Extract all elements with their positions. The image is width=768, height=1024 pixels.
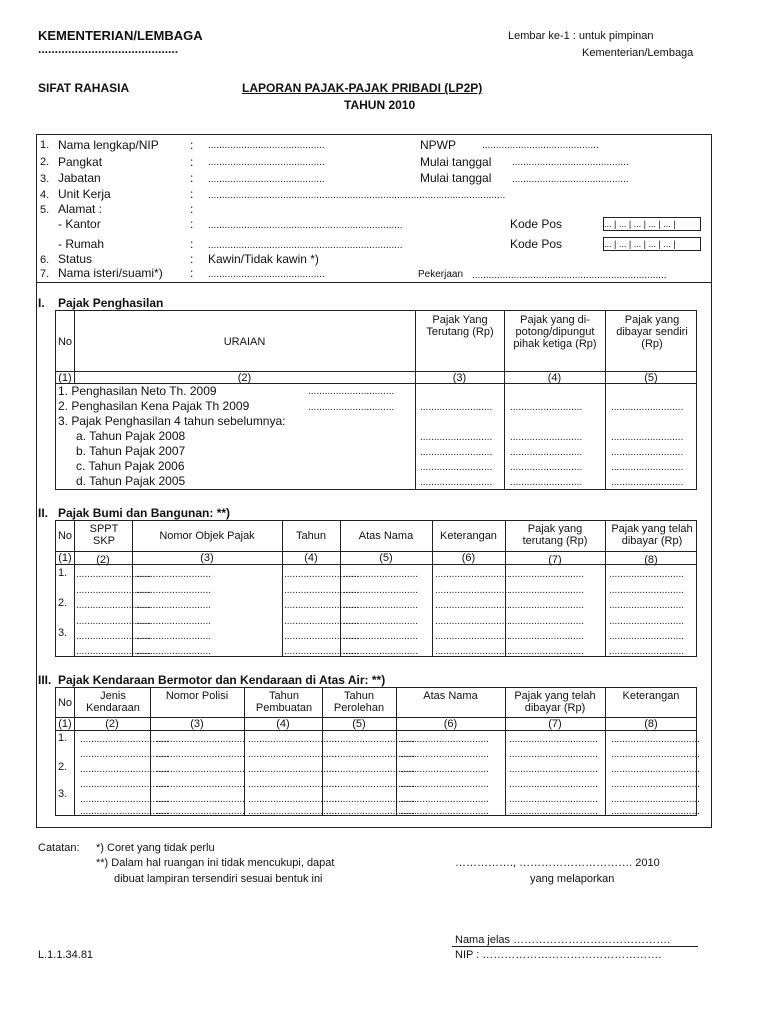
table-cell-dots[interactable]: ................................ [156, 764, 245, 775]
col-header: URAIAN [223, 336, 266, 348]
rank-field-dots[interactable]: .......................................... [208, 157, 325, 168]
status-value[interactable]: Kawin/Tidak kawin *) [208, 252, 319, 266]
table-cell-dots[interactable]: ................................ [156, 749, 245, 760]
col-header: Jenis Kendaraan [86, 690, 140, 714]
table-cell-dots[interactable]: ................................ [509, 734, 598, 745]
table-cell-dots[interactable]: ........................... [609, 585, 685, 596]
row-number: 7. [40, 268, 50, 280]
income-item: c. Tahun Pajak 2006 [76, 459, 185, 473]
col-number: (6) [461, 552, 476, 564]
table-cell-dots[interactable]: ................................ [611, 749, 700, 760]
field-label-spouse: Nama isteri/suami*) [58, 266, 163, 280]
field-colon: : [190, 187, 194, 201]
postal-code-label: Kode Pos [510, 217, 563, 231]
income-cell-dots[interactable]: .......................... [611, 477, 684, 488]
income-cell-dots[interactable]: .......................... [611, 402, 684, 413]
neto-value-dots[interactable]: ............................... [308, 386, 395, 397]
sheet-line-1: Lembar ke-1 : untuk pimpinan [508, 30, 654, 42]
row-number: 6. [40, 254, 50, 266]
table-cell-dots[interactable]: ................................ [509, 794, 598, 805]
col-number: (8) [644, 718, 658, 730]
table-cell-dots[interactable]: ................................ [400, 749, 489, 760]
table-cell-dots[interactable]: ........................... [284, 616, 360, 627]
section-title: Pajak Penghasilan [58, 296, 164, 310]
col-number: (8) [644, 554, 658, 566]
page-title: LAPORAN PAJAK-PAJAK PRIBADI (LP2P) [242, 81, 483, 95]
table-cell-dots[interactable]: ........................... [343, 600, 419, 611]
table-cell-dots[interactable]: ........................... [509, 646, 585, 657]
table-cell-dots[interactable]: ........................... [136, 646, 212, 657]
office-postal-code-boxes[interactable]: ... | ... | ... | ... | ... | [603, 217, 701, 231]
income-cell-dots[interactable]: .......................... [510, 447, 583, 458]
row-number: 3. [40, 173, 50, 185]
table-cell-dots[interactable]: ........................... [136, 631, 212, 642]
table-cell-dots[interactable]: ........................... [136, 600, 212, 611]
table-cell-dots[interactable]: ........................... [76, 646, 152, 657]
income-cell-dots[interactable]: .......................... [510, 432, 583, 443]
col-header: No [57, 336, 73, 348]
table-cell-dots[interactable]: ................................ [400, 806, 489, 817]
income-item: 1. Penghasilan Neto Th. 2009 [58, 384, 217, 398]
row-number: 2. [40, 156, 50, 168]
occupation-field-dots[interactable]: ...................................................................... [472, 270, 667, 281]
table-cell-dots[interactable]: ........................... [343, 569, 419, 580]
income-cell-dots[interactable]: .......................... [420, 432, 493, 443]
income-cell-dots[interactable]: .......................... [420, 402, 493, 413]
note-2: **) Dalam hal ruangan ini tidak mencukupi, dapat [96, 857, 335, 869]
table-cell-dots[interactable]: ........................... [609, 569, 685, 580]
col-number: (1) [58, 372, 72, 384]
col-header: SPPT SKP [89, 523, 119, 547]
section-roman: I. [38, 296, 45, 310]
spouse-field-dots[interactable]: .......................................... [208, 269, 325, 280]
table-cell-dots[interactable]: ........................... [435, 585, 511, 596]
income-cell-dots[interactable]: .......................... [611, 447, 684, 458]
table-cell-dots[interactable]: ................................ [80, 749, 169, 760]
home-postal-code-boxes[interactable]: ... | ... | ... | ... | ... | [603, 237, 701, 251]
income-cell-dots[interactable]: .......................... [611, 432, 684, 443]
table-cell-dots[interactable]: ................................ [248, 779, 337, 790]
col-number: (3) [190, 718, 204, 730]
table-cell-dots[interactable]: ........................... [343, 646, 419, 657]
table-cell-dots[interactable]: ................................ [400, 734, 489, 745]
table-cell-dots[interactable]: ........................... [76, 600, 152, 611]
table-cell-dots[interactable]: ........................... [435, 569, 511, 580]
table-cell-dots[interactable]: ........................... [509, 631, 585, 642]
income-cell-dots[interactable]: .......................... [510, 462, 583, 473]
table-cell-dots[interactable]: ........................... [136, 569, 212, 580]
row-number: 1. [58, 732, 68, 744]
col-header: No [57, 530, 73, 542]
table-cell-dots[interactable]: ........................... [343, 631, 419, 642]
table-cell-dots[interactable]: ................................ [611, 779, 700, 790]
col-header: Pajak Yang Terutang (Rp) [426, 314, 494, 338]
field-label-status: Status [58, 252, 93, 266]
table-cell-dots[interactable]: ................................ [509, 779, 598, 790]
col-number: (2) [96, 554, 110, 566]
col-header: Pajak yang dibayar sendiri (Rp) [616, 314, 688, 350]
col-number: (3) [200, 552, 214, 564]
table-cell-dots[interactable]: ................................ [509, 806, 598, 817]
table-cell-dots[interactable]: ........................... [76, 569, 152, 580]
income-item: 2. Penghasilan Kena Pajak Th 2009 [58, 399, 250, 413]
table-cell-dots[interactable]: ........................... [609, 600, 685, 611]
table-cell-dots[interactable]: ................................ [400, 779, 489, 790]
page-year: TAHUN 2010 [344, 98, 416, 112]
income-item: a. Tahun Pajak 2008 [76, 429, 186, 443]
col-number: (4) [304, 552, 318, 564]
table-cell-dots[interactable]: ................................ [248, 764, 337, 775]
office-address-dots[interactable]: ...................................................................... [208, 220, 403, 231]
table-cell-dots[interactable]: ........................... [76, 631, 152, 642]
field-label-home: - Rumah [58, 237, 105, 251]
table-cell-dots[interactable]: ........................... [435, 631, 511, 642]
table-cell-dots[interactable]: ................................ [326, 806, 415, 817]
col-number: (6) [443, 718, 458, 730]
table-cell-dots[interactable]: ........................... [76, 585, 152, 596]
signature-rule [452, 946, 698, 947]
col-header: Nomor Polisi [165, 690, 229, 702]
col-number: (1) [58, 552, 72, 564]
table-cell-dots[interactable]: ........................... [136, 616, 212, 627]
col-header: Pajak yang di-potong/dipungut pihak ketiga (Rp) [513, 314, 597, 350]
col-number: (7) [548, 554, 562, 566]
table-cell-dots[interactable]: ................................ [80, 779, 169, 790]
table-cell-dots[interactable]: ................................ [326, 734, 415, 745]
table-cell-dots[interactable]: ................................ [611, 764, 700, 775]
position-field-dots[interactable]: .......................................... [208, 174, 325, 185]
col-number: (2) [105, 718, 119, 730]
table-rule [505, 687, 506, 816]
occupation-label: Pekerjaan [418, 269, 464, 280]
table-cell-dots[interactable]: ................................ [611, 734, 700, 745]
reporter-label: yang melaporkan [530, 873, 615, 885]
table-cell-dots[interactable]: ........................... [136, 585, 212, 596]
table-cell-dots[interactable]: ........................... [284, 631, 360, 642]
table-cell-dots[interactable]: ........................... [435, 600, 511, 611]
npwp-label: NPWP [420, 138, 456, 152]
income-item: b. Tahun Pajak 2007 [76, 444, 186, 458]
field-colon: : [190, 155, 194, 169]
table-cell-dots[interactable]: ................................ [326, 794, 415, 805]
table-cell-dots[interactable]: ........................... [435, 646, 511, 657]
table-cell-dots[interactable]: ................................ [509, 749, 598, 760]
row-number: 3. [58, 627, 68, 639]
field-colon: : [190, 266, 194, 280]
field-colon: : [190, 171, 194, 185]
ministry-dots: .......................................... [38, 42, 179, 56]
table-cell-dots[interactable]: ........................... [609, 616, 685, 627]
table-rule [605, 310, 606, 490]
table-cell-dots[interactable]: ........................... [609, 646, 685, 657]
income-cell-dots[interactable]: .......................... [420, 477, 493, 488]
table-cell-dots[interactable]: ........................... [435, 616, 511, 627]
income-cell-dots[interactable]: .......................... [420, 462, 493, 473]
postal-code-label: Kode Pos [510, 237, 563, 251]
table-cell-dots[interactable]: ................................ [611, 806, 700, 817]
col-number: (5) [352, 718, 366, 730]
table-cell-dots[interactable]: ................................ [248, 749, 337, 760]
row-number: 1. [40, 139, 50, 151]
table-cell-dots[interactable]: ................................ [156, 794, 245, 805]
table-cell-dots[interactable]: ................................ [400, 764, 489, 775]
col-number: (3) [452, 372, 467, 384]
table-cell-dots[interactable]: ................................ [326, 749, 415, 760]
name-field-dots[interactable]: .......................................... [208, 140, 325, 151]
row-number: 2. [58, 597, 68, 609]
section-title: Pajak Kendaraan Bermotor dan Kendaraan di Atas Air: **) [58, 673, 386, 687]
income-cell-dots[interactable]: .......................... [420, 447, 493, 458]
npwp-field-dots[interactable]: .......................................... [482, 140, 599, 151]
income-cell-dots[interactable]: .......................... [611, 462, 684, 473]
table-cell-dots[interactable]: ........................... [284, 569, 360, 580]
note-3: dibuat lampiran tersendiri sesuai bentuk ini [114, 873, 323, 885]
table-cell-dots[interactable]: ................................ [248, 794, 337, 805]
notes-label: Catatan: [38, 842, 80, 854]
row-number: 1. [58, 567, 68, 579]
table-cell-dots[interactable]: ................................ [248, 806, 337, 817]
section-roman: II. [38, 506, 49, 520]
place-date-line[interactable]: ……………., …………………………. 2010 [455, 857, 660, 869]
start-date-label: Mulai tanggal [420, 155, 492, 169]
table-cell-dots[interactable]: ................................ [611, 794, 700, 805]
section-roman: III. [38, 673, 52, 687]
field-label-unit: Unit Kerja [58, 187, 111, 201]
col-header: No [57, 697, 73, 709]
table-cell-dots[interactable]: ................................ [326, 764, 415, 775]
field-colon: : [190, 252, 194, 266]
table-cell-dots[interactable]: ........................... [509, 616, 585, 627]
field-label-rank: Pangkat [58, 155, 103, 169]
col-header: Nomor Objek Pajak [159, 530, 255, 542]
table-cell-dots[interactable]: ........................... [609, 631, 685, 642]
table-cell-dots[interactable]: ................................ [156, 806, 245, 817]
row-number: 2. [58, 761, 68, 773]
table-cell-dots[interactable]: ................................ [156, 734, 245, 745]
table-rule [605, 687, 606, 816]
field-label-address: Alamat : [58, 202, 103, 216]
field-label-office: - Kantor [58, 217, 101, 231]
table-cell-dots[interactable]: ........................... [284, 646, 360, 657]
field-label-position: Jabatan [58, 171, 101, 185]
col-number: (2) [237, 372, 252, 384]
col-number: (4) [276, 718, 290, 730]
col-header: Tahun [296, 530, 326, 542]
sheet-line-2: Kementerian/Lembaga [582, 47, 694, 59]
income-item: 3. Pajak Penghasilan 4 tahun sebelumnya: [58, 414, 286, 428]
start-date-label: Mulai tanggal [420, 171, 492, 185]
table-rule [504, 310, 505, 490]
table-cell-dots[interactable]: ................................ [326, 779, 415, 790]
col-header: Keterangan [622, 690, 680, 702]
note-1: *) Coret yang tidak perlu [96, 842, 215, 854]
row-number: 5. [40, 204, 50, 216]
row-number: 3. [58, 788, 68, 800]
col-header: Atas Nama [423, 690, 478, 702]
col-number: (5) [644, 372, 658, 384]
col-header: Atas Nama [358, 530, 414, 542]
col-number: (4) [547, 372, 562, 384]
table-cell-dots[interactable]: ................................ [248, 734, 337, 745]
table-cell-dots[interactable]: ........................... [343, 616, 419, 627]
table-cell-dots[interactable]: ................................ [156, 779, 245, 790]
section-title: Pajak Bumi dan Bangunan: **) [58, 506, 231, 520]
field-colon: : [190, 202, 194, 216]
col-number: (1) [58, 718, 72, 730]
table-rule [55, 730, 697, 731]
table-cell-dots[interactable]: ........................... [509, 569, 585, 580]
position-start-date-dots[interactable]: .......................................... [512, 174, 629, 185]
ministry-label: KEMENTERIAN/LEMBAGA [38, 28, 203, 43]
table-cell-dots[interactable]: ........................... [509, 600, 585, 611]
table-cell-dots[interactable]: ........................... [343, 585, 419, 596]
rank-start-date-dots[interactable]: .......................................... [512, 157, 629, 168]
table-cell-dots[interactable]: ................................ [400, 794, 489, 805]
identity-divider [36, 282, 712, 283]
table-cell-dots[interactable]: ................................ [80, 764, 169, 775]
col-header: Keterangan [440, 530, 497, 542]
form-code: L.1.1.34.81 [38, 949, 94, 961]
col-number: (5) [379, 552, 393, 564]
table-cell-dots[interactable]: ................................ [509, 764, 598, 775]
field-colon: : [190, 217, 194, 231]
table-cell-dots[interactable]: ........................... [284, 600, 360, 611]
secret-label: SIFAT RAHASIA [38, 81, 130, 95]
field-colon: : [190, 237, 194, 251]
nip-line[interactable]: NIP : …………………………………………. [455, 949, 662, 961]
table-cell-dots[interactable]: ........................... [509, 585, 585, 596]
pkp-value-dots[interactable]: ............................... [308, 402, 395, 413]
table-cell-dots[interactable]: ................................ [80, 794, 169, 805]
row-number: 4. [40, 189, 50, 201]
home-address-dots[interactable]: ...................................................................... [208, 240, 403, 251]
col-header: Pajak yang terutang (Rp) [522, 523, 588, 547]
col-header: Tahun Pembuatan [255, 690, 313, 714]
table-rule [415, 310, 416, 490]
income-cell-dots[interactable]: .......................... [510, 402, 583, 413]
col-header: Pajak yang telah dibayar (Rp) [514, 690, 596, 714]
table-cell-dots[interactable]: ........................... [284, 585, 360, 596]
col-header: Pajak yang telah dibayar (Rp) [611, 523, 693, 547]
table-cell-dots[interactable]: ................................ [80, 806, 169, 817]
unit-field-dots[interactable]: ........................................................................................................... [208, 190, 506, 201]
col-number: (7) [548, 718, 562, 730]
table-cell-dots[interactable]: ........................... [76, 616, 152, 627]
full-name-line[interactable]: Nama jelas ……………………………………. [455, 934, 671, 946]
income-item: d. Tahun Pajak 2005 [76, 474, 186, 488]
table-rule [605, 520, 606, 657]
income-cell-dots[interactable]: .......................... [510, 477, 583, 488]
field-colon: : [190, 138, 194, 152]
table-cell-dots[interactable]: ................................ [80, 734, 169, 745]
field-label-name: Nama lengkap/NIP [58, 138, 159, 152]
col-header: Tahun Perolehan [333, 690, 385, 714]
